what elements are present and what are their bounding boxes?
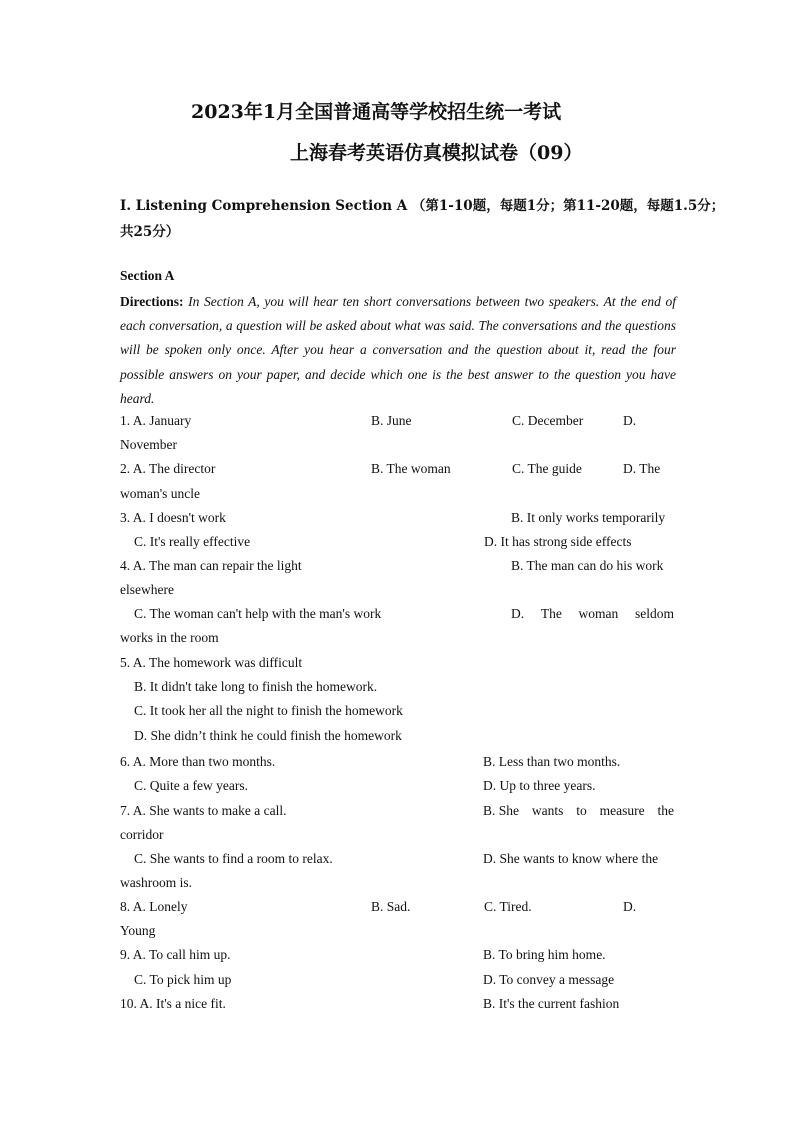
q2-option-d: D. The xyxy=(623,461,661,476)
q8-option-d: D. xyxy=(623,899,637,914)
q7-option-c: C. She wants to find a room to relax. xyxy=(134,851,333,866)
q7-option-d: D. She wants to know where the xyxy=(483,851,659,866)
q6-option-a: 6. A. More than two months. xyxy=(120,754,276,769)
q5-option-a: 5. A. The homework was difficult xyxy=(120,655,303,670)
q4-option-a: 4. A. The man can repair the light xyxy=(120,558,302,573)
q7-option-b-cont: corridor xyxy=(120,827,164,842)
section-heading-line1: I. Listening Comprehension Section A （第1-10题，每题1分；第11-20题，每题1.5分； xyxy=(120,198,725,214)
q9-option-d: D. To convey a message xyxy=(483,972,615,987)
q2-option-d-cont: woman's uncle xyxy=(120,486,201,501)
section-heading-line2: 共25分） xyxy=(120,224,180,240)
q1-option-b: B. June xyxy=(371,413,412,428)
q5-option-b: B. It didn't take long to finish the homework. xyxy=(134,679,378,694)
q7-b-word: to xyxy=(576,803,587,818)
q8-option-c: C. Tired. xyxy=(484,899,532,914)
q1-option-d-cont: November xyxy=(120,437,177,452)
q5-option-d: D. She didn’t think he could finish the homework xyxy=(134,728,402,743)
q4-d-word: D. xyxy=(511,606,525,621)
section-a-title: Section A xyxy=(120,268,175,283)
q4-d-word: woman xyxy=(578,606,619,621)
q9-option-c: C. To pick him up xyxy=(134,972,232,987)
q5-option-c: C. It took her all the night to finish the homework xyxy=(134,703,403,718)
q1-option-d: D. xyxy=(623,413,637,428)
q7-b-word: the xyxy=(657,803,674,818)
q3-option-a: 3. A. I doesn't work xyxy=(120,510,226,525)
q10-option-b: B. It's the current fashion xyxy=(483,996,620,1011)
q8-option-b: B. Sad. xyxy=(371,899,411,914)
q4-option-d-cont: works in the room xyxy=(120,630,219,645)
exam-title-line1: 2023年1月全国普通高等学校招生统一考试 xyxy=(191,101,562,123)
q6-option-d: D. Up to three years. xyxy=(483,778,596,793)
directions-label: Directions: xyxy=(120,294,184,309)
q1-option-c: C. December xyxy=(512,413,584,428)
q4-d-word: The xyxy=(540,606,562,621)
q8-option-d-cont: Young xyxy=(120,923,156,938)
q4-option-a-cont: elsewhere xyxy=(120,582,174,597)
q4-option-b: B. The man can do his work xyxy=(511,558,664,573)
q10-option-a: 10. A. It's a nice fit. xyxy=(120,996,226,1011)
q9-option-a: 9. A. To call him up. xyxy=(120,947,231,962)
q4-option-d xyxy=(511,605,674,623)
q7-b-word: measure xyxy=(599,803,645,818)
q7-b-word: wants xyxy=(531,803,564,818)
q7-option-a: 7. A. She wants to make a call. xyxy=(120,803,287,818)
q4-option-c: C. The woman can't help with the man's work xyxy=(134,606,382,621)
q4-d-word: seldom xyxy=(634,606,674,621)
q8-option-a: 8. A. Lonely xyxy=(120,899,188,914)
directions-text: In Section A, you will hear ten short conversations between two speakers. At the end of each conversation, a question will be asked about what was said. The conversations and the questions will be spoken only once. After you hear a conversation and the question about it, read the four possible answers on your paper, and decide which one is the best answer to the question you have heard. xyxy=(120,294,677,406)
q7-option-b xyxy=(483,802,674,820)
q6-option-c: C. Quite a few years. xyxy=(134,778,248,793)
q1-option-a: 1. A. January xyxy=(120,413,192,428)
q6-option-b: B. Less than two months. xyxy=(483,754,621,769)
q3-option-d: D. It has strong side effects xyxy=(484,534,632,549)
q3-option-c: C. It's really effective xyxy=(134,534,251,549)
directions-paragraph xyxy=(120,290,676,411)
q7-b-word: B. She xyxy=(483,803,520,818)
q9-option-b: B. To bring him home. xyxy=(483,947,606,962)
q3-option-b: B. It only works temporarily xyxy=(511,510,666,525)
q2-option-a: 2. A. The director xyxy=(120,461,216,476)
q7-option-d-cont: washroom is. xyxy=(120,875,192,890)
q2-option-c: C. The guide xyxy=(512,461,582,476)
q2-option-b: B. The woman xyxy=(371,461,451,476)
exam-title-line2: 上海春考英语仿真模拟试卷（09） xyxy=(290,142,583,164)
